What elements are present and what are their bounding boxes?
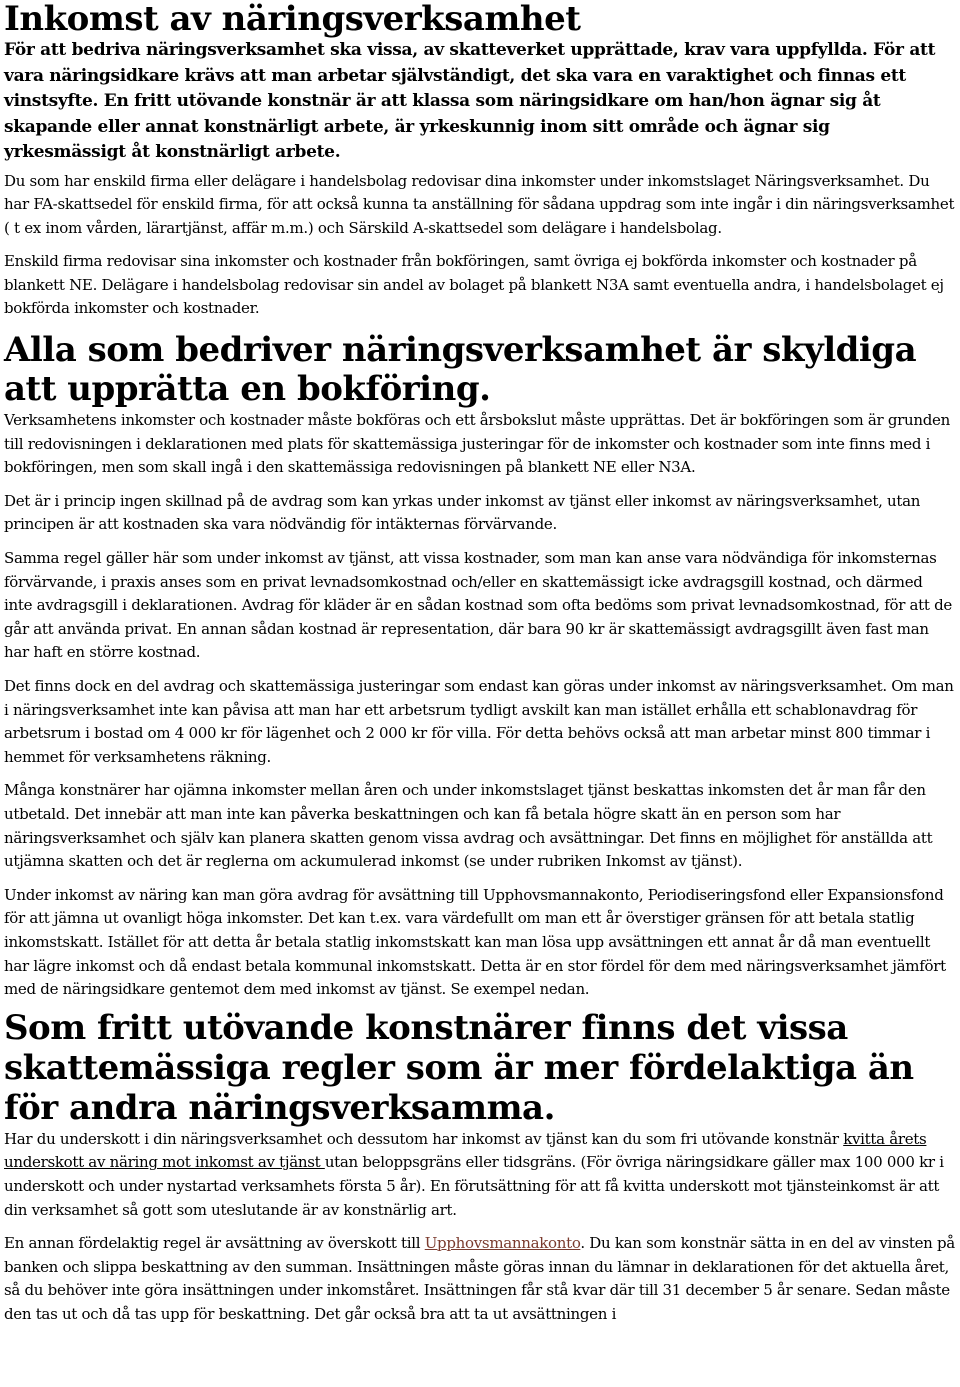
paragraph-underskott <box>4 1128 955 1222</box>
paragraph-upphovsmannakonto: Under inkomst av näring kan man göra avdrag för avsättning till Upphovsmannakonto, Periodiseringsfond eller Expansionsfond för att jämna ut ovanligt höga inkomster. Det kan t.ex. vara värdefullt om man ett år överstiger gränsen för att betala statlig inkomstskatt. Istället för att detta år betala statlig inkomstskatt kan man lösa upp avsättningen ett annat år då man eventuellt har lägre inkomst och då endast betala kommunal inkomstskatt. Detta är en stor fördel för dem med näringsverksamhet jämfört med de näringsidkare gentemot dem med inkomst av tjänst. Se exempel nedan. <box>4 885 946 999</box>
heading-bookkeeping: Alla som bedriver näringsverksamhet är skyldiga att upprätta en bokföring. <box>4 330 917 410</box>
heading-artist-rules: Som fritt utövande konstnärer finns det vissa skattemässiga regler som är mer fördelaktiga än för andra näringsverksamma. <box>4 1007 914 1128</box>
heading-income-business: Inkomst av näringsverksamhet <box>4 0 581 39</box>
paragraph-arbetsrum: Det finns dock en del avdrag och skattemässiga justeringar som endast kan göras under inkomst av näringsverksamhet. Om man i näringsverksamhet inte kan påvisa att man har ett arbetsrum tydligt avskilt kan man istället erhålla ett schablonavdrag för arbetsrum i bostad om 4 000 kr för lägenhet och 2 000 kr för villa. För detta behövs också att man arbetar minst 800 timmar i hemmet för verksamhetens räkning. <box>4 677 954 766</box>
paragraph-avdrag-princip: Det är i princip ingen skillnad på de avdrag som kan yrkas under inkomst av tjänst eller inkomst av näringsverksamhet, utan principen är att kostnaden ska vara nödvändig för intäkternas förvärvande. <box>4 491 921 534</box>
paragraph-ojamna-inkomster: Många konstnärer har ojämna inkomster mellan åren och under inkomstslaget tjänst beskattas inkomsten det år man får den utbetald. Det innebär att man inte kan påverka beskattningen och kan få betala högre skatt än en person som har näringsverksamhet och själv kan planera skatten genom vissa avdrag och avsättningar. Det finns en möjlighet för anställda att utjämna skatten och det är reglerna om ackumulerad inkomst (se under rubriken Inkomst av tjänst). <box>4 781 933 871</box>
text-segment: En annan fördelaktig regel är avsättning av överskott till <box>4 1234 425 1253</box>
paragraph-enskild-firma: Du som har enskild firma eller delägare i handelsbolag redovisar dina inkomster under inkomstslaget Näringsverksamhet. Du har FA-skattsedel för enskild firma, för att också kunna ta anställning för sådana uppdrag som inte ingår i din näringsverksamhet ( t ex inom vården, lärartjänst, affär m.m.) och Särskild A-skattsedel som delägare i handelsbolag. <box>4 171 955 237</box>
link-kvitta-underskott[interactable]: kvitta årets underskott av näring mot inkomst av tjänst <box>4 1129 927 1172</box>
paragraph-redovisning: Enskild firma redovisar sina inkomster och kostnader från bokföringen, samt övriga ej bokförda inkomster och kostnader på blankett NE. Delägare i handelsbolag redovisar sin andel av bolaget på blankett N3A samt eventuella andra, i handelsbolaget ej bokförda inkomster och kostnader. <box>4 252 944 318</box>
text-segment: . Du kan som konstnär sätta in en del av vinsten på banken och slippa beskattning av den summan. Insättningen måste göras innan du lämnar in deklarationen för det aktuella året, så du behöver inte göra insättningen under inkomståret. Insättningen får stå kvar där till 31 december 5 år senare. Sedan måste den tas ut och då tas upp för beskattning. Det går också bra att ta ut avsättningen i <box>4 1234 955 1323</box>
paragraph-avsattning <box>4 1232 955 1326</box>
text-segment: utan beloppsgräns eller tidsgräns. (För övriga näringsidkare gäller max 100 000 kr i underskott och under nystartad verksamhets första 5 år). En förutsättning för att få kvitta underskott mot tjänsteinkomst är att din verksamhet så gott som uteslutande är av konstnärlig art. <box>4 1153 944 1219</box>
paragraph-samma-regel: Samma regel gäller här som under inkomst av tjänst, att vissa kostnader, som man kan anse vara nödvändiga för inkomsternas förvärvande, i praxis anses som en privat levnadsomkostnad och/eller en skattemässigt icke avdragsgill kostnad, och därmed inte avdragsgill i deklarationen. Avdrag för kläder är en sådan kostnad som ofta bedöms som privat levnadsomkostnad, för att de går att använda privat. En annan sådan kostnad är representation, där bara 90 kr är skattemässigt avdragsgillt även fast man har haft en större kostnad. <box>4 549 952 662</box>
text-segment: Har du underskott i din näringsverksamhet och dessutom har inkomst av tjänst kan du som fri utövande konstnär <box>4 1129 844 1148</box>
paragraph-bokforing: Verksamhetens inkomster och kostnader måste bokföras och ett årsbokslut måste upprättas. Det är bokföringen som är grunden till redovisningen i deklarationen med plats för skattemässiga justeringar för de inkomster och kostnader som inte finns med i bokföringen, men som skall ingå i den skattemässiga redovisningen på blankett NE eller N3A. <box>4 411 950 477</box>
link-upphovsmannakonto[interactable]: Upphovsmannakonto <box>424 1234 581 1253</box>
lead-paragraph: För att bedriva näringsverksamhet ska vissa, av skatteverket upprättade, krav vara uppfyllda. För att vara näringsidkare krävs att man arbetar självständigt, det ska vara en varaktighet och finnas ett vinstsyfte. En fritt utövande konstnär är att klassa som näringsidkare om han/hon ägnar sig åt skapande eller annat konstnärligt arbete, är yrkeskunnig inom sitt område och ägnar sig yrkesmässigt åt konstnärligt arbete. <box>4 40 936 162</box>
